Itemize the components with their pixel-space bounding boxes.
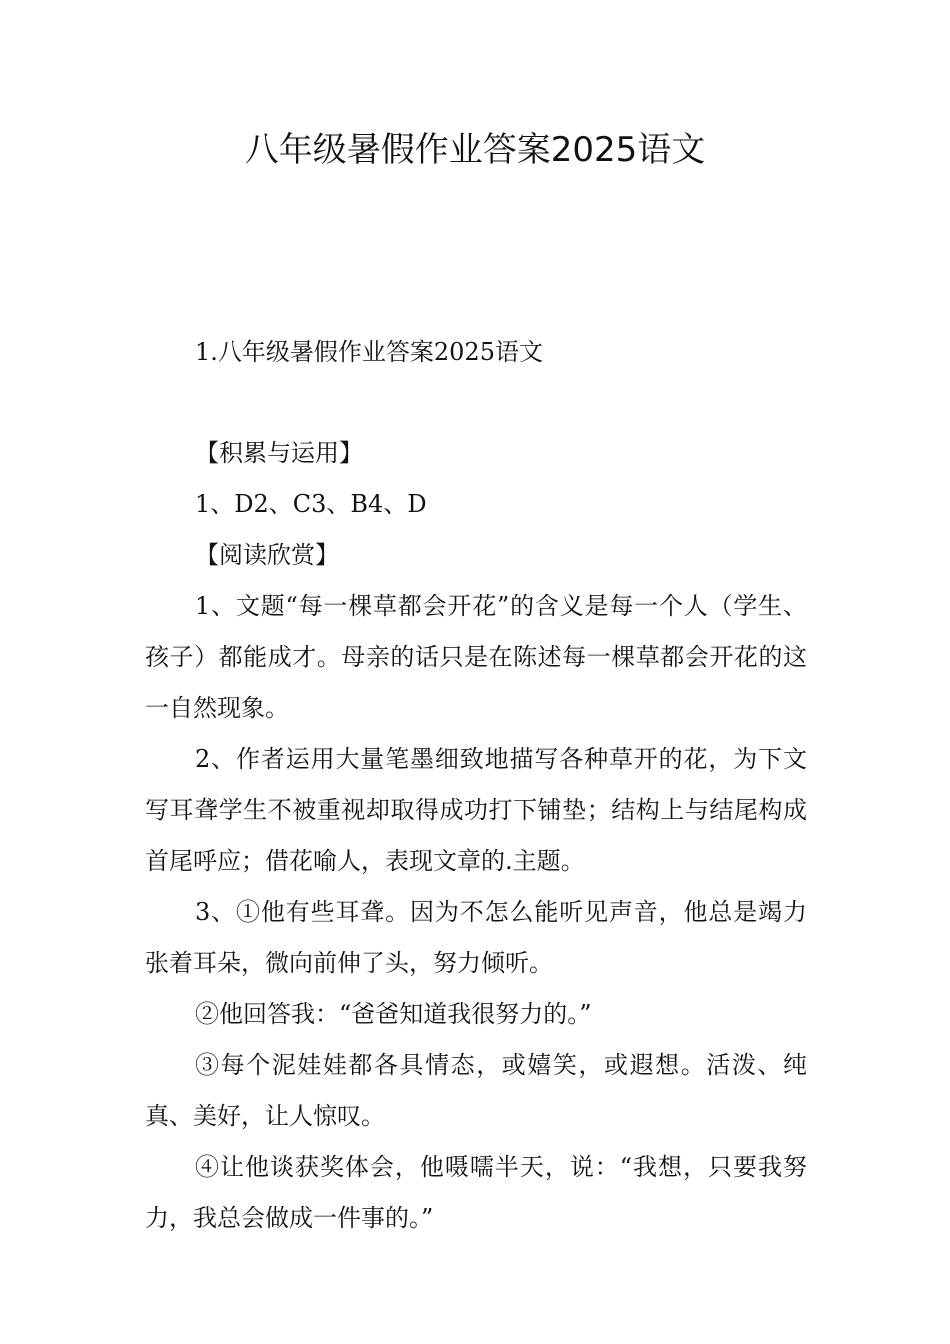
answer-paragraph-6: ④让他谈获奖体会，他嗫嚅半天，说：“我想，只要我努力，我总会做成一件事的。” [145,1153,807,1232]
answer-paragraph-3: 3、①他有些耳聋。因为不怎么能听见声音，他总是竭力张着耳朵，微向前伸了头，努力倾听。 [145,898,807,977]
answer-paragraph-4: ②他回答我：“爸爸知道我很努力的。” [195,1000,592,1028]
document-title: 八年级暑假作业答案2025语文 [244,130,706,170]
answer-paragraph-1: 1、文题“每一棵草都会开花”的含义是每一个人（学生、孩子）都能成才。母亲的话只是在陈述每一棵草都会开花的这一自然现象。 [145,592,807,722]
document-subtitle: 1.八年级暑假作业答案2025语文 [195,338,543,366]
answer-paragraph-2: 2、作者运用大量笔墨细致地描写各种草开的花，为下文写耳聋学生不被重视却取得成功打下铺垫；结构上与结尾构成首尾呼应；借花喻人，表现文章的.主题。 [145,745,807,875]
section-heading-accumulation: 【积累与运用】 [195,439,363,467]
section-heading-reading: 【阅读欣赏】 [195,541,339,569]
answers-line: 1、D2、C3、B4、D [195,490,427,518]
answer-paragraph-5: ③每个泥娃娃都各具情态，或嬉笑，或遐想。活泼、纯真、美好，让人惊叹。 [145,1051,807,1130]
document-body [145,327,807,1244]
